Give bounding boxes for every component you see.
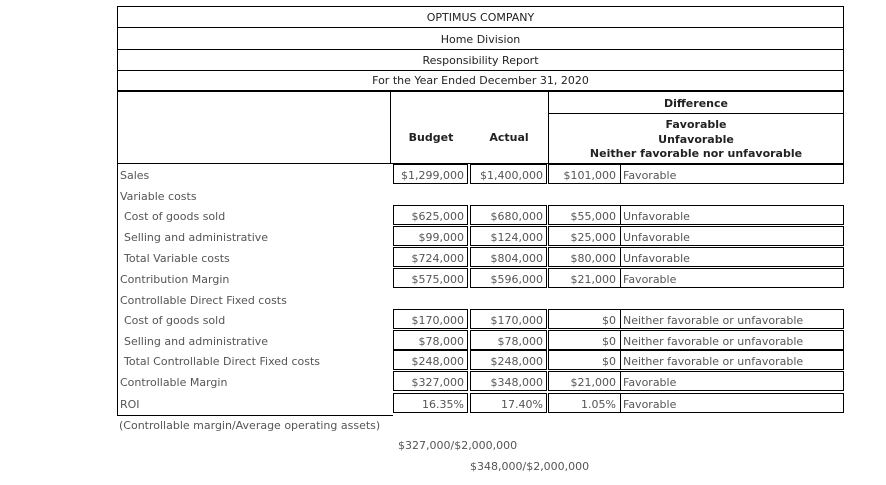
- difference-value: $0: [602, 314, 616, 327]
- difference-divider: [620, 309, 621, 329]
- actual-value: $596,000: [490, 273, 543, 286]
- difference-value: $21,000: [570, 273, 616, 286]
- division-name: Home Division: [440, 33, 521, 46]
- row-label: Selling and administrative: [124, 335, 269, 348]
- actual-value: $78,000: [497, 335, 543, 348]
- row-label: Cost of goods sold: [124, 210, 226, 223]
- difference-status: Unfavorable: [623, 210, 690, 223]
- budget-value: $724,000: [411, 252, 464, 265]
- budget-header: Budget: [408, 131, 454, 144]
- row-label: Contribution Margin: [120, 273, 230, 286]
- difference-divider: [620, 205, 621, 225]
- difference-status: Neither favorable or unfavorable: [623, 335, 804, 348]
- difference-status: Unfavorable: [623, 231, 690, 244]
- budget-value: $78,000: [418, 335, 464, 348]
- difference-value: $55,000: [570, 210, 616, 223]
- actual-value: $680,000: [490, 210, 543, 223]
- budget-value: 16.35%: [422, 398, 464, 411]
- budget-value: $248,000: [411, 355, 464, 368]
- difference-status: Neither favorable or unfavorable: [623, 355, 804, 368]
- difference-value: 1.05%: [581, 398, 616, 411]
- row-label: Total Controllable Direct Fixed costs: [124, 355, 321, 368]
- divider: [117, 415, 393, 416]
- difference-status: Favorable: [623, 398, 677, 411]
- actual-value: $248,000: [490, 355, 543, 368]
- budget-value: $1,299,000: [401, 169, 464, 182]
- row-label: ROI: [120, 398, 140, 411]
- neither-header: Neither favorable nor unfavorable: [589, 147, 803, 160]
- row-label: Total Variable costs: [124, 252, 230, 265]
- actual-header: Actual: [489, 131, 529, 144]
- row-label: Variable costs: [120, 190, 197, 203]
- difference-status: Favorable: [623, 273, 677, 286]
- budget-value: $327,000: [411, 376, 464, 389]
- divider: [117, 49, 844, 50]
- divider: [390, 91, 391, 164]
- actual-value: 17.40%: [501, 398, 543, 411]
- report-title: Responsibility Report: [422, 54, 539, 67]
- difference-divider: [620, 393, 621, 413]
- divider: [117, 27, 844, 28]
- report-period: For the Year Ended December 31, 2020: [372, 74, 589, 87]
- difference-value: $25,000: [570, 231, 616, 244]
- roi-formula-note: (Controllable margin/Average operating assets): [119, 419, 381, 432]
- difference-header: Difference: [664, 97, 728, 110]
- difference-value: $21,000: [570, 376, 616, 389]
- actual-value: $124,000: [490, 231, 543, 244]
- actual-value: $804,000: [490, 252, 543, 265]
- unfavorable-header: Unfavorable: [658, 133, 734, 146]
- row-label: Selling and administrative: [124, 231, 269, 244]
- difference-value: $101,000: [563, 169, 616, 182]
- favorable-header: Favorable: [665, 118, 727, 131]
- row-label: Controllable Margin: [120, 376, 228, 389]
- difference-status: Unfavorable: [623, 252, 690, 265]
- actual-value: $348,000: [490, 376, 543, 389]
- row-label: Controllable Direct Fixed costs: [120, 294, 287, 307]
- difference-divider: [620, 371, 621, 391]
- row-label: Cost of goods sold: [124, 314, 226, 327]
- difference-divider: [620, 330, 621, 350]
- budget-value: $575,000: [411, 273, 464, 286]
- difference-divider: [620, 247, 621, 267]
- divider: [548, 113, 844, 114]
- difference-divider: [620, 164, 621, 184]
- actual-calc-note: $348,000/$2,000,000: [470, 460, 590, 473]
- budget-value: $170,000: [411, 314, 464, 327]
- difference-status: Favorable: [623, 376, 677, 389]
- actual-value: $1,400,000: [480, 169, 543, 182]
- actual-value: $170,000: [490, 314, 543, 327]
- difference-divider: [620, 268, 621, 288]
- company-name: OPTIMUS COMPANY: [426, 11, 535, 24]
- divider: [117, 164, 118, 416]
- divider: [117, 70, 844, 71]
- budget-value: $99,000: [418, 231, 464, 244]
- difference-value: $0: [602, 355, 616, 368]
- difference-divider: [620, 226, 621, 246]
- difference-status: Favorable: [623, 169, 677, 182]
- row-label: Sales: [120, 169, 150, 182]
- difference-status: Neither favorable or unfavorable: [623, 314, 804, 327]
- budget-value: $625,000: [411, 210, 464, 223]
- difference-value: $80,000: [570, 252, 616, 265]
- difference-value: $0: [602, 335, 616, 348]
- difference-divider: [620, 350, 621, 370]
- budget-calc-note: $327,000/$2,000,000: [398, 439, 518, 452]
